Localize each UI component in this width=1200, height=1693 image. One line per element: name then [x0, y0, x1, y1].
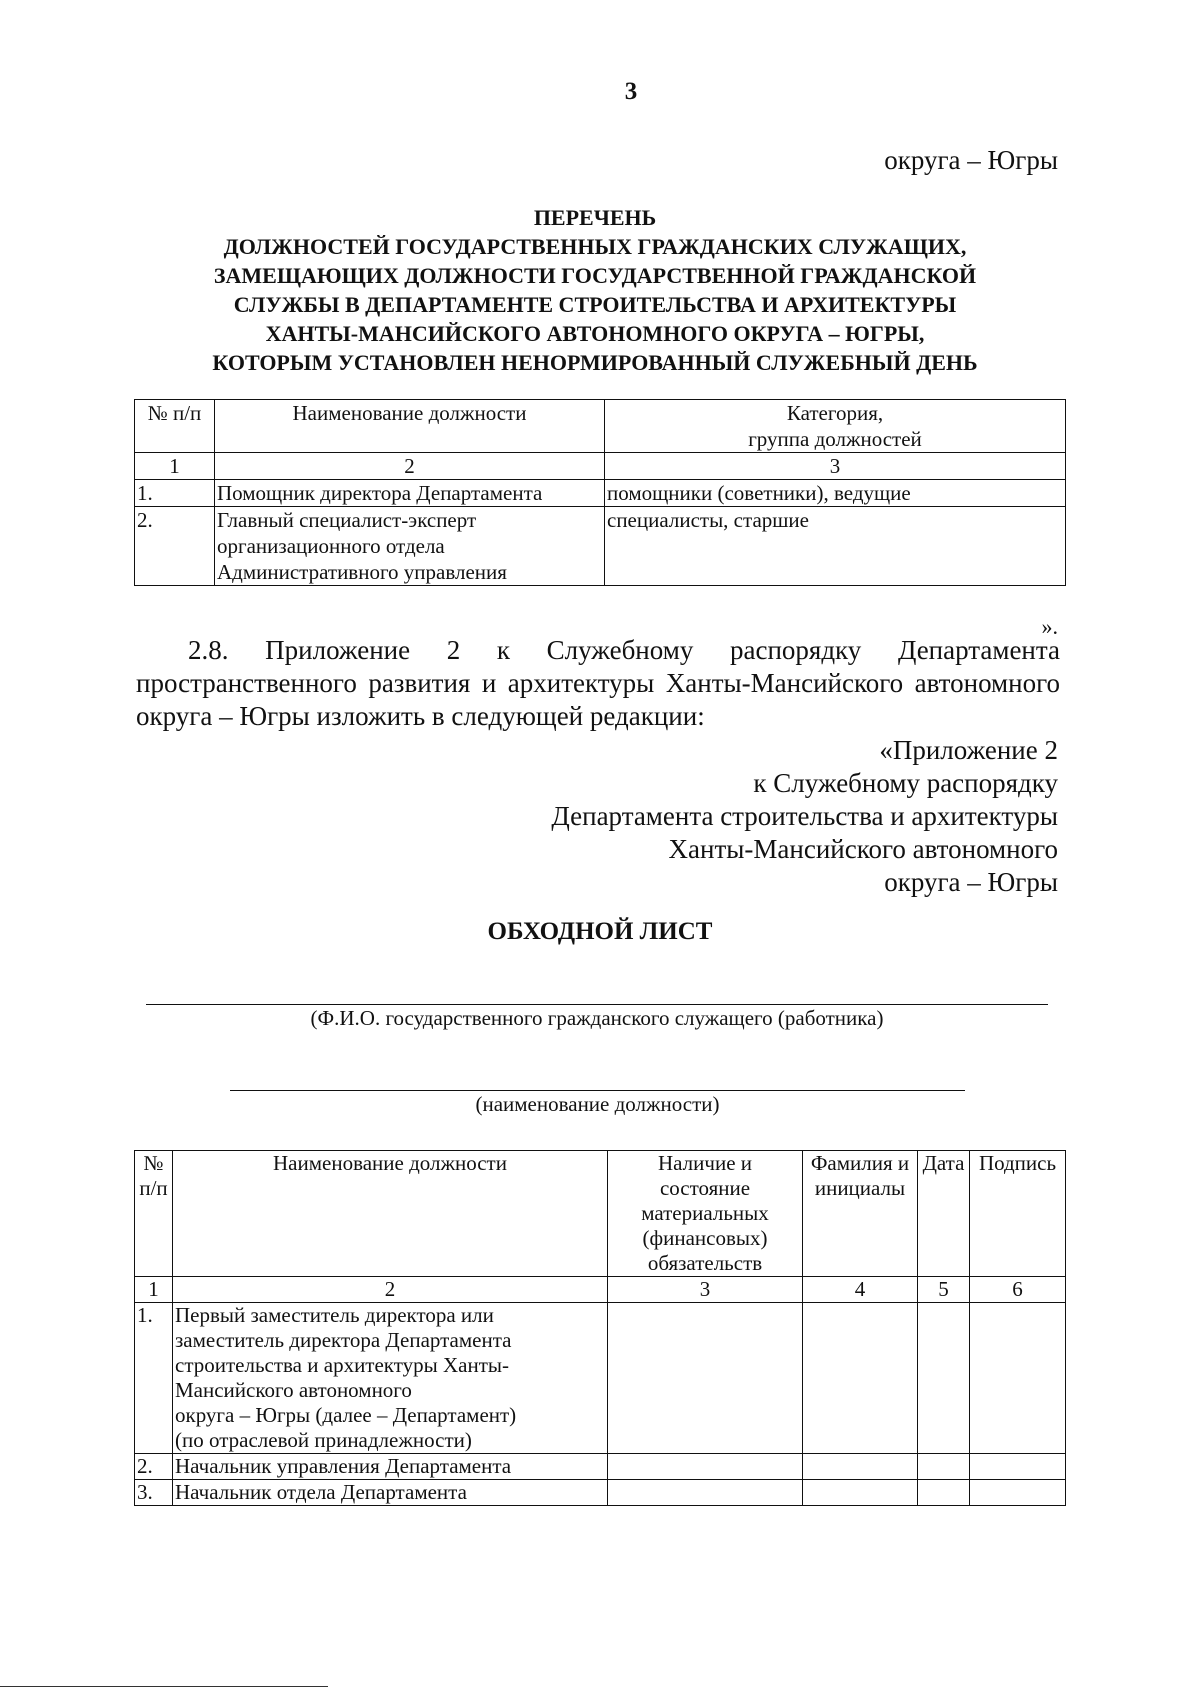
title-line: ДОЛЖНОСТЕЙ ГОСУДАРСТВЕННЫХ ГРАЖДАНСКИХ СЛУЖАЩИХ, — [223, 234, 967, 259]
title-line: ПЕРЕЧЕНЬ — [533, 205, 657, 230]
title-line: ЗАМЕЩАЮЩИХ ДОЛЖНОСТИ ГОСУДАРСТВЕННОЙ ГРАЖДАНСКОЙ — [213, 263, 977, 288]
page-number: 3 — [624, 78, 638, 105]
table-row: 1. Первый заместитель директора или заместитель директора Департамента строительства и архитектуры Ханты- Мансийского автономного округа – Югры (далее – Департамент) (по отраслевой принадлежности) — [135, 1303, 1066, 1454]
header-cell-date: Дата — [918, 1151, 970, 1277]
column-number-row: 1 2 3 4 5 6 — [135, 1277, 1066, 1303]
column-number-row: 1 2 3 — [135, 453, 1066, 480]
title-line: СЛУЖБЫ В ДЕПАРТАМЕНТЕ СТРОИТЕЛЬСТВА И АРХИТЕКТУРЫ — [233, 292, 957, 317]
position-blank-line — [230, 1090, 965, 1091]
header-cell-category: Категория, группа должностей — [605, 400, 1066, 453]
header-cell-position: Наименование должности — [215, 400, 605, 453]
clearance-table — [134, 1150, 1066, 1506]
title-line: КОТОРЫМ УСТАНОВЛЕН НЕНОРМИРОВАННЫЙ СЛУЖЕБНЫЙ ДЕНЬ — [212, 350, 978, 375]
header-cell-position: Наименование должности — [173, 1151, 608, 1277]
table-header-row — [135, 400, 1066, 453]
header-cell-number: № п/п — [135, 1151, 173, 1277]
positions-table — [134, 399, 1066, 586]
sheet-title: ОБХОДНОЙ ЛИСТ — [487, 918, 713, 945]
appendix-header: «Приложение 2 к Служебному распорядку Департамента строительства и архитектуры Ханты-Мансийского автономного округа – Югры — [551, 735, 1058, 897]
list-title — [130, 203, 1060, 377]
position-caption: (наименование должности) — [475, 1092, 720, 1116]
continuation-text: округа – Югры — [884, 145, 1058, 175]
fio-caption: (Ф.И.О. государственного гражданского служащего (работника) — [310, 1006, 884, 1030]
table-row: 2. Главный специалист-эксперт организационного отдела Административного управления специалисты, старшие — [135, 507, 1066, 586]
fio-blank-line — [146, 1004, 1048, 1005]
header-cell-obligations: Наличие и состояние материальных (финансовых) обязательств — [608, 1151, 803, 1277]
title-line: ХАНТЫ-МАНСИЙСКОГО АВТОНОМНОГО ОКРУГА – ЮГРЫ, — [265, 321, 925, 346]
closing-quote: ». — [1041, 614, 1058, 639]
table-row: 1. Помощник директора Департамента помощники (советники), ведущие — [135, 480, 1066, 507]
header-cell-signature: Подпись — [970, 1151, 1066, 1277]
table-row: 2. Начальник управления Департамента — [135, 1454, 1066, 1480]
table-header-row — [135, 1151, 1066, 1277]
header-cell-name: Фамилия и инициалы — [803, 1151, 918, 1277]
footer-rule — [0, 1686, 328, 1687]
header-cell-number: № п/п — [135, 400, 215, 453]
table-row: 3. Начальник отдела Департамента — [135, 1480, 1066, 1506]
amendment-paragraph: 2.8. Приложение 2 к Служебному распорядку Департамента пространственного развития и архитектуры Ханты-Мансийского автономного округа – Югры изложить в следующей редакции: — [136, 635, 1060, 731]
